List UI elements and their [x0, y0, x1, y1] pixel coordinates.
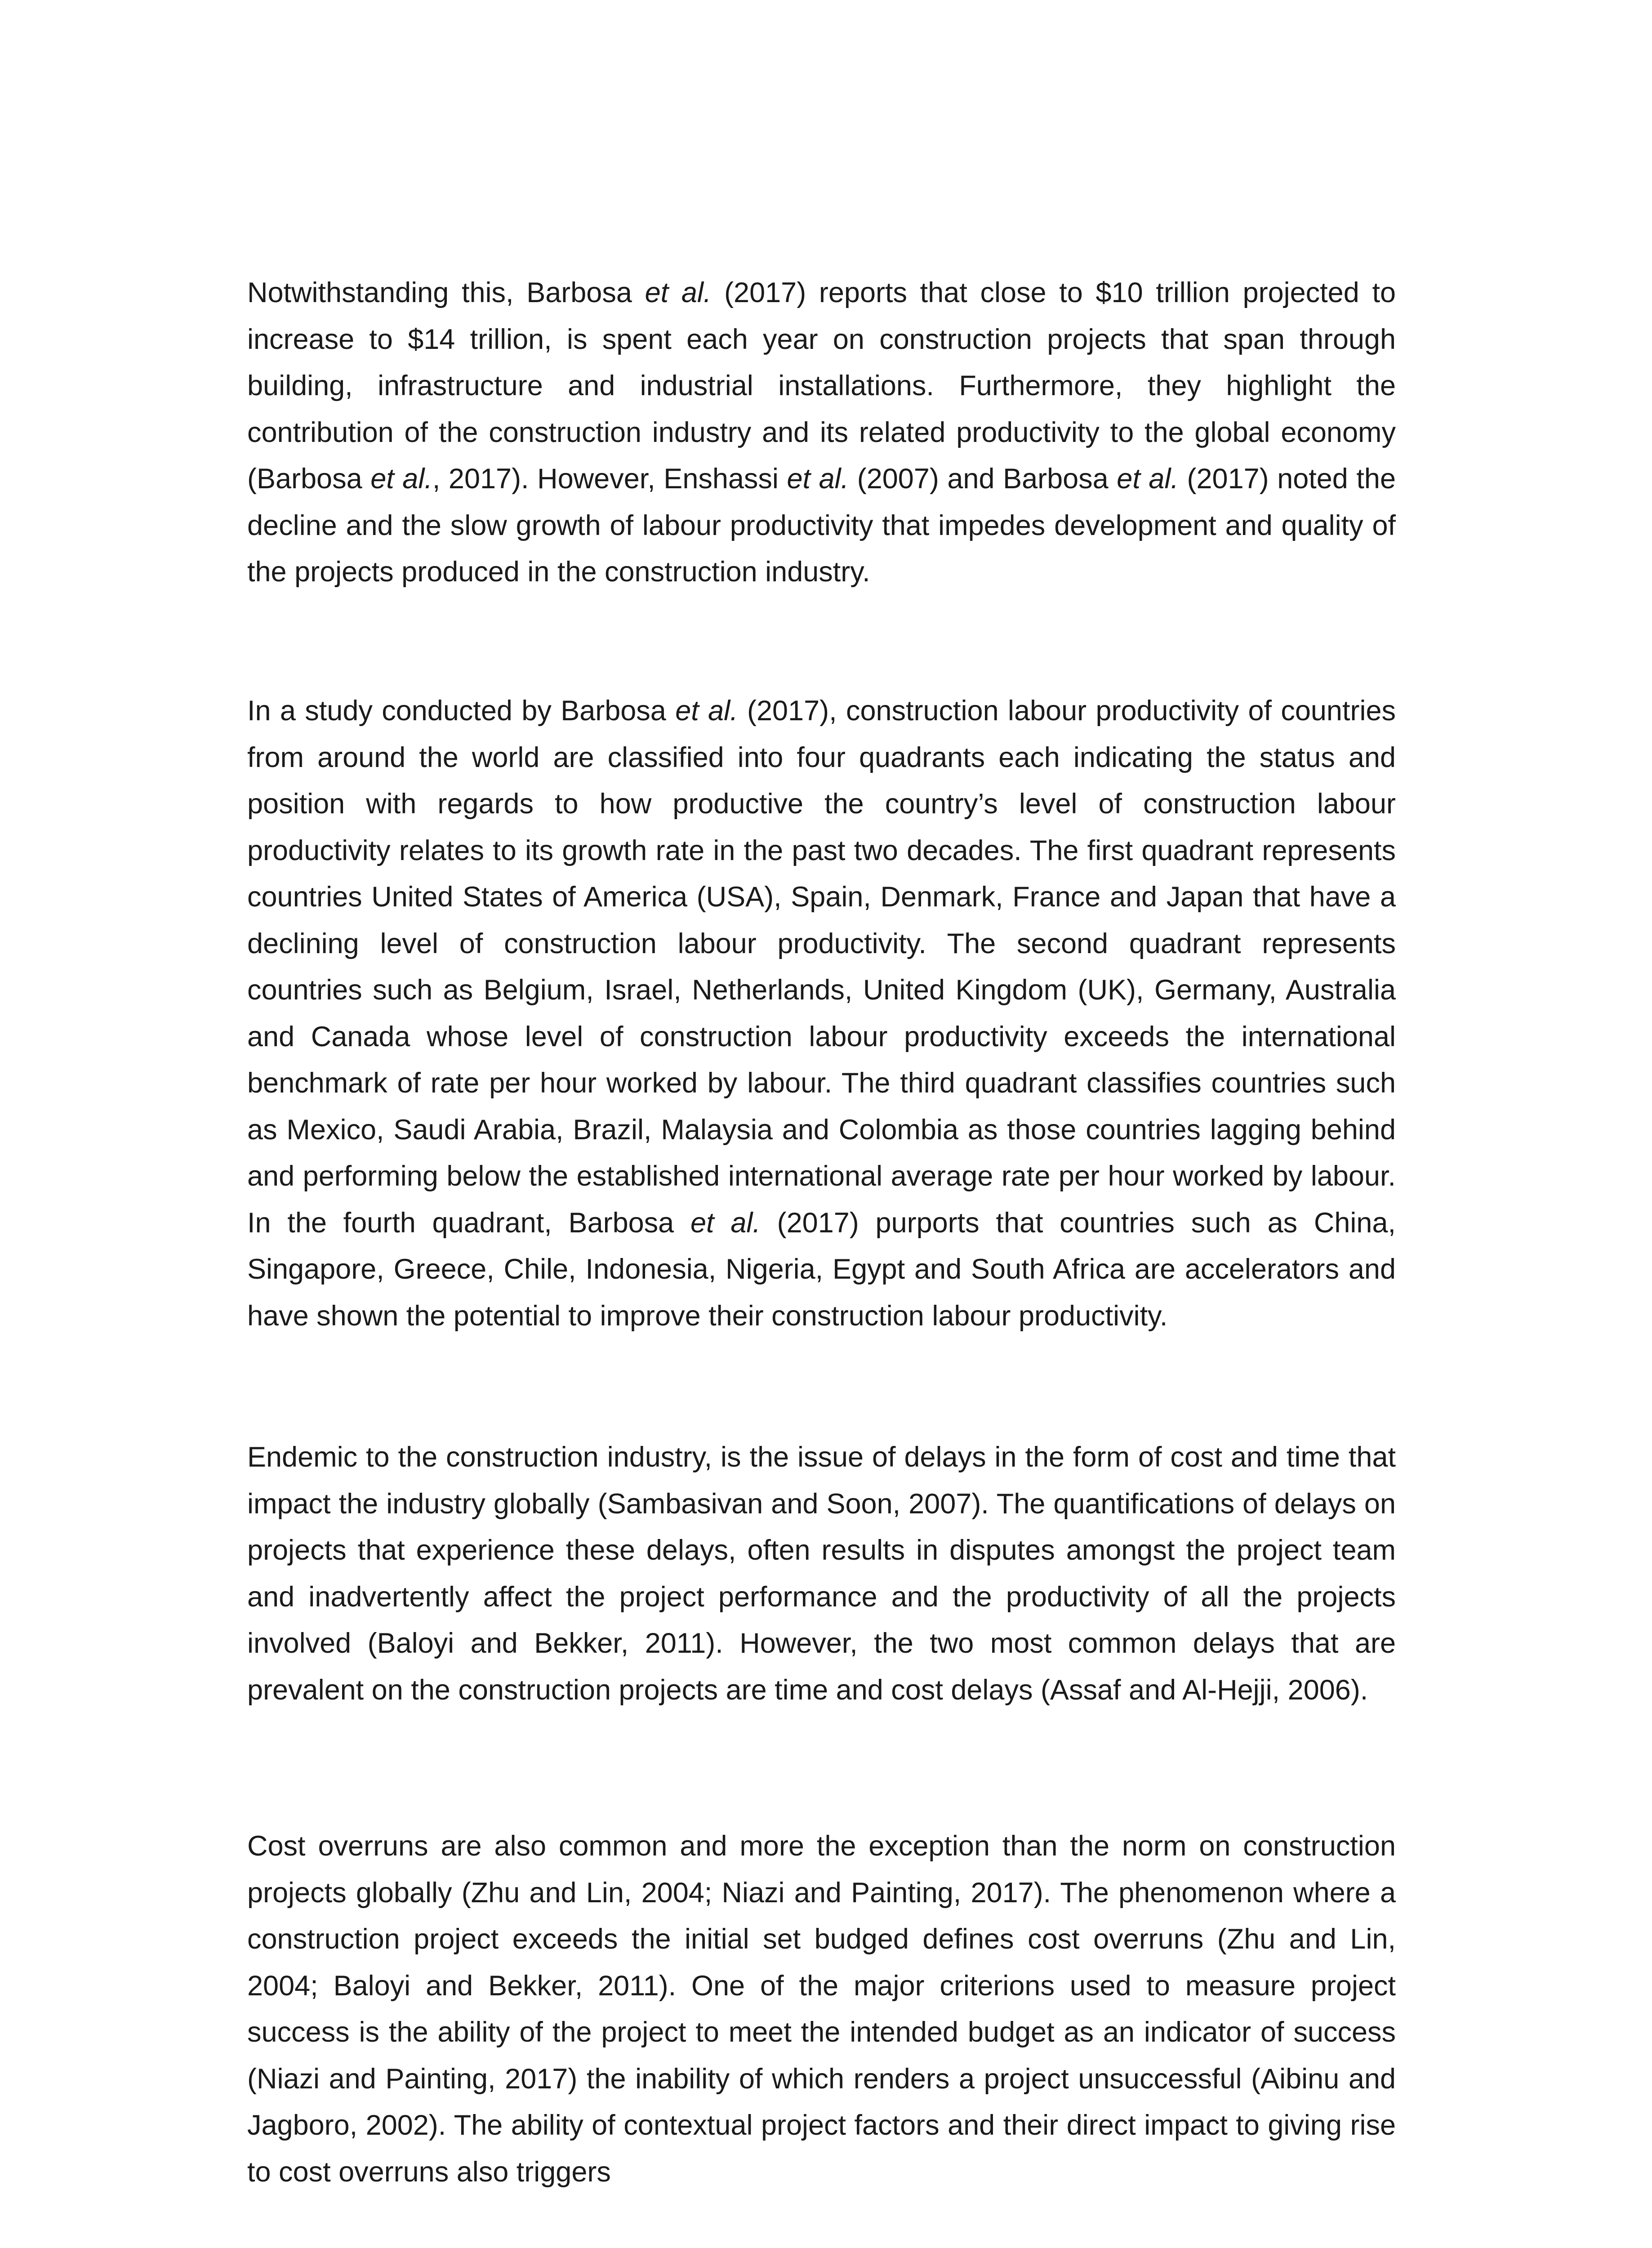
italic-segment: et al.: [690, 1207, 761, 1239]
paragraph-4: [247, 1823, 1396, 2195]
italic-segment: et al.: [645, 277, 712, 308]
text-segment: (2017) reports that close to $10 trillion projected to increase to $14 trillion, is spent each year on construction projects that span through building, infrastructure and industrial installations. Furthermore, they highlight the contribution of the construction industry and its related productivity to the global economy (Barbosa: [247, 277, 1396, 495]
text-segment: In a study conducted by Barbosa: [247, 695, 676, 727]
text-segment: (2017) noted the decline and the slow growth of labour productivity that impedes development and quality of the projects produced in the construction industry.: [247, 463, 1396, 588]
paragraph-2: [247, 688, 1396, 1339]
text-segment: (2007) and Barbosa: [849, 463, 1117, 495]
text-segment: (2017), construction labour productivity of countries from around the world are classified into four quadrants each indicating the status and position with regards to how productive the country’s level of construction labour productivity relates to its growth rate in the past two decades. The first quadrant represents countries United States of America (USA), Spain, Denmark, France and Japan that have a declining level of construction labour productivity. The second quadrant represents countries such as Belgium, Israel, Netherlands, United Kingdom (UK), Germany, Australia and Canada whose level of construction labour productivity exceeds the international benchmark of rate per hour worked by labour. The third quadrant classifies countries such as Mexico, Saudi Arabia, Brazil, Malaysia and Colombia as those countries lagging behind and performing below the established international average rate per hour worked by labour. In the fourth quadrant, Barbosa: [247, 695, 1396, 1239]
text-segment: Notwithstanding this, Barbosa: [247, 277, 645, 308]
italic-segment: et al.: [370, 463, 432, 495]
paragraph-1: [247, 270, 1396, 596]
text-segment: Cost overruns are also common and more the exception than the norm on construction projects globally (Zhu and Lin, 2004; Niazi and Painting, 2017). The phenomenon where a construction project exceeds the initial set budged defines cost overruns (Zhu and Lin, 2004; Baloyi and Bekker, 2011). One of the major criterions used to measure project success is the ability of the project to meet the intended budget as an indicator of success (Niazi and Painting, 2017) the inability of which renders a project unsuccessful (Aibinu and Jagboro, 2002). The ability of contextual project factors and their direct impact to giving rise to cost overruns also triggers: [247, 1830, 1396, 2188]
italic-segment: et al.: [787, 463, 849, 495]
paragraph-3: [247, 1434, 1396, 1713]
text-segment: Endemic to the construction industry, is the issue of delays in the form of cost and time that impact the industry globally (Sambasivan and Soon, 2007). The quantifications of delays on projects that experience these delays, often results in disputes amongst the project team and inadvertently affect the project performance and the productivity of all the projects involved (Baloyi and Bekker, 2011). However, the two most common delays that are prevalent on the construction projects are time and cost delays (Assaf and Al-Hejji, 2006).: [247, 1441, 1396, 1706]
italic-segment: et al.: [675, 695, 738, 727]
italic-segment: et al.: [1117, 463, 1179, 495]
text-segment: , 2017). However, Enshassi: [432, 463, 787, 495]
text-segment: (2017) purports that countries such as China, Singapore, Greece, Chile, Indonesia, Nigeria, Egypt and South Africa are accelerators and have shown the potential to improve their construction labour productivity.: [247, 1207, 1396, 1332]
